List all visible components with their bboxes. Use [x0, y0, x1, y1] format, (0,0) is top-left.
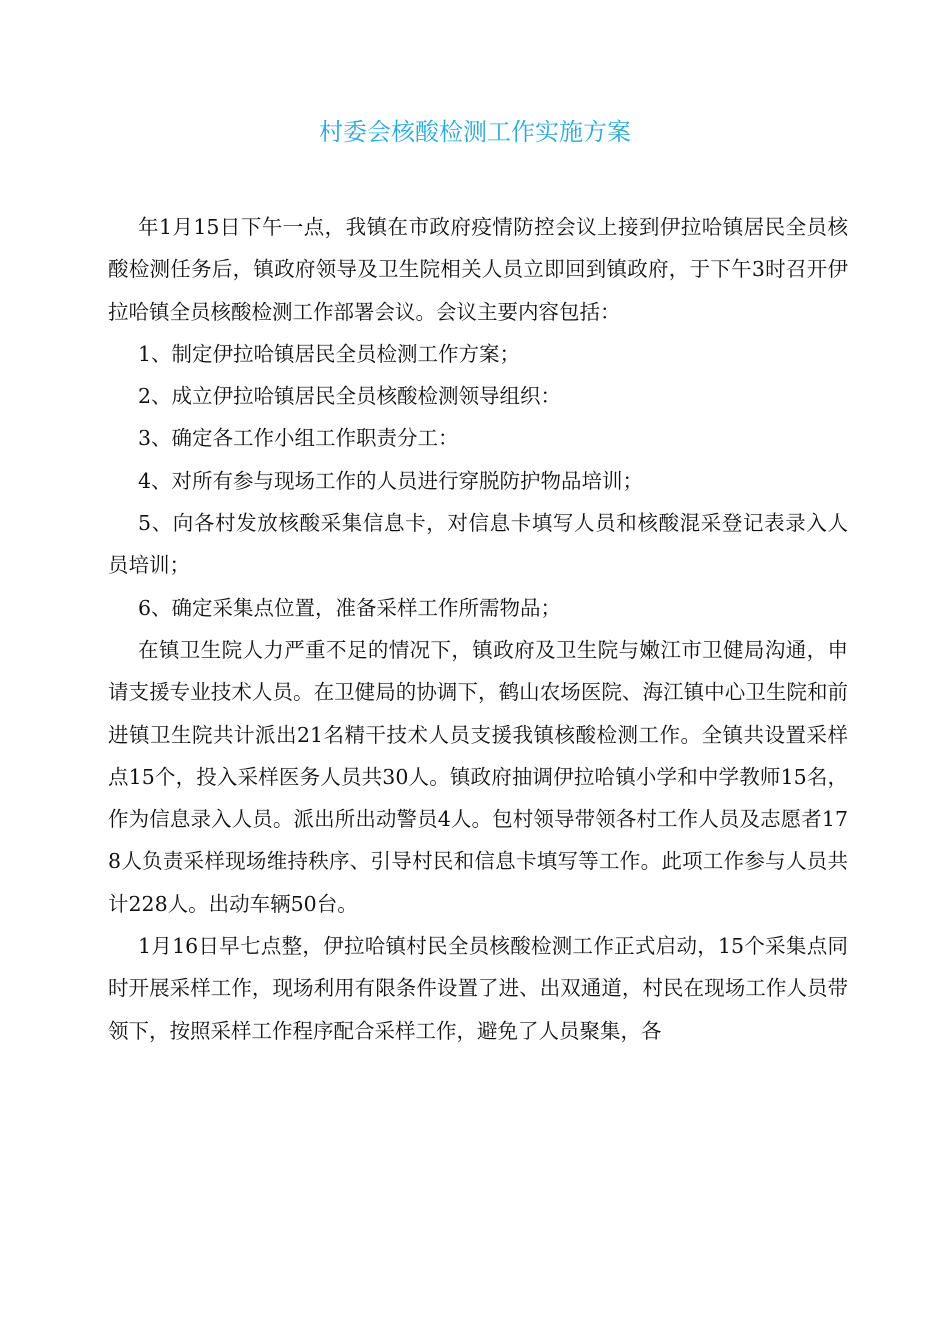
paragraph-item-2: 2、成立伊拉哈镇居民全员核酸检测领导组织： [138, 384, 562, 409]
paragraph-launch: 1月16日早七点整，伊拉哈镇村民全员核酸检测工作正式启动，15个采集点同时开展采样工作，现场利用有限条件设置了进、出双通道，村民在现场工作人员带领下，按照采样工作程序配合采样工作，避免了人员聚集，各 [108, 934, 848, 1043]
paragraph-staffing: 在镇卫生院人力严重不足的情况下，镇政府及卫生院与嫩江市卫健局沟通，申请支援专业技术人员。在卫健局的协调下，鹤山农场医院、海江镇中心卫生院和前进镇卫生院共计派出21名精干技术人员支援我镇核酸检测工作。全镇共设置采样点15个，投入采样医务人员共30人。镇政府抽调伊拉哈镇小学和中学教师15名，作为信息录入人员。派出所出动警员4人。包村领导带领各村工作人员及志愿者178人负责采样现场维持秩序、引导村民和信息卡填写等工作。此项工作参与人员共计228人。出动车辆50台。 [108, 637, 848, 916]
paragraph-item-4: 4、对所有参与现场工作的人员进行穿脱防护物品培训； [138, 468, 644, 493]
paragraph-item-1: 1、制定伊拉哈镇居民全员检测工作方案； [138, 341, 521, 366]
paragraph-item-6: 6、确定采集点位置，准备采样工作所需物品； [138, 595, 562, 620]
paragraph-intro: 年1月15日下午一点，我镇在市政府疫情防控会议上接到伊拉哈镇居民全员核酸检测任务后，镇政府领导及卫生院相关人员立即回到镇政府，于下午3时召开伊拉哈镇全员核酸检测工作部署会议。会议主要内容包括： [108, 215, 848, 324]
document-body [108, 206, 848, 1052]
document-title: 村委会核酸检测工作实施方案 [319, 118, 631, 146]
paragraph-item-5: 5、向各村发放核酸采集信息卡，对信息卡填写人员和核酸混采登记表录入人员培训； [108, 511, 848, 578]
paragraph-item-3: 3、确定各工作小组工作职责分工： [138, 426, 459, 451]
